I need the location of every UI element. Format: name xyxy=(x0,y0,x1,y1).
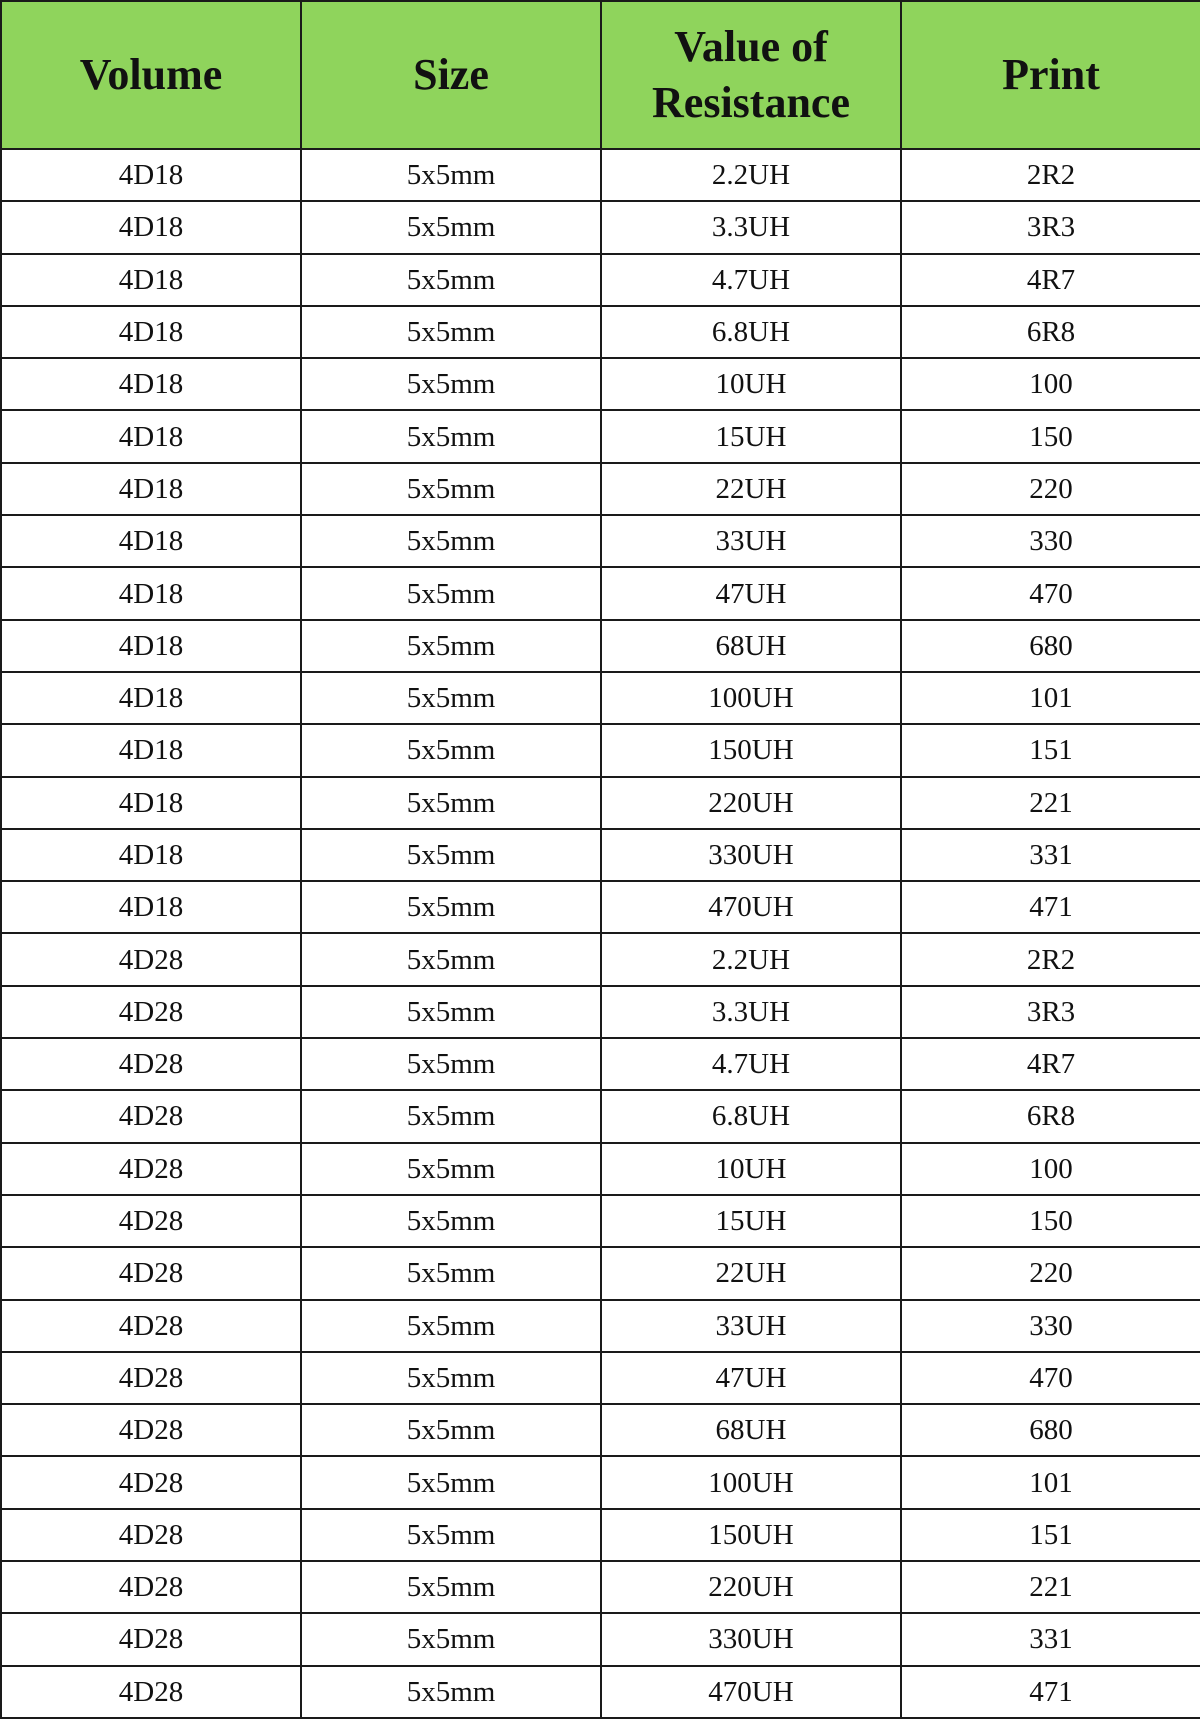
cell-print: 220 xyxy=(901,1247,1200,1299)
cell-size: 5x5mm xyxy=(301,1143,601,1195)
cell-size: 5x5mm xyxy=(301,515,601,567)
cell-volume: 4D18 xyxy=(1,410,301,462)
table-row xyxy=(1,881,1200,933)
table-row xyxy=(1,1038,1200,1090)
table-row xyxy=(1,358,1200,410)
cell-print: 331 xyxy=(901,829,1200,881)
cell-size: 5x5mm xyxy=(301,829,601,881)
cell-value: 22UH xyxy=(601,463,901,515)
table-row xyxy=(1,1195,1200,1247)
cell-size: 5x5mm xyxy=(301,567,601,619)
cell-print: 151 xyxy=(901,1509,1200,1561)
table-row xyxy=(1,254,1200,306)
table-row xyxy=(1,620,1200,672)
header-value-line-1: Value of xyxy=(674,22,828,71)
cell-value: 68UH xyxy=(601,620,901,672)
cell-volume: 4D28 xyxy=(1,1561,301,1613)
cell-value: 22UH xyxy=(601,1247,901,1299)
cell-size: 5x5mm xyxy=(301,201,601,253)
cell-size: 5x5mm xyxy=(301,1195,601,1247)
table-row xyxy=(1,1456,1200,1508)
table-header xyxy=(1,1,1200,149)
cell-print: 6R8 xyxy=(901,1090,1200,1142)
cell-volume: 4D18 xyxy=(1,149,301,201)
cell-volume: 4D18 xyxy=(1,829,301,881)
cell-volume: 4D28 xyxy=(1,1300,301,1352)
cell-print: 4R7 xyxy=(901,254,1200,306)
cell-value: 220UH xyxy=(601,777,901,829)
cell-volume: 4D28 xyxy=(1,1195,301,1247)
cell-value: 2.2UH xyxy=(601,933,901,985)
cell-print: 100 xyxy=(901,358,1200,410)
cell-size: 5x5mm xyxy=(301,1300,601,1352)
cell-size: 5x5mm xyxy=(301,306,601,358)
cell-print: 3R3 xyxy=(901,986,1200,1038)
cell-value: 330UH xyxy=(601,829,901,881)
cell-volume: 4D18 xyxy=(1,777,301,829)
cell-size: 5x5mm xyxy=(301,254,601,306)
cell-value: 150UH xyxy=(601,724,901,776)
header-value-line-2: Resistance xyxy=(652,78,850,127)
cell-value: 3.3UH xyxy=(601,986,901,1038)
table-row xyxy=(1,1090,1200,1142)
cell-print: 471 xyxy=(901,1666,1200,1718)
cell-volume: 4D28 xyxy=(1,933,301,985)
cell-value: 68UH xyxy=(601,1404,901,1456)
table-row xyxy=(1,986,1200,1038)
cell-value: 15UH xyxy=(601,1195,901,1247)
cell-print: 470 xyxy=(901,1352,1200,1404)
cell-size: 5x5mm xyxy=(301,986,601,1038)
table-row xyxy=(1,1666,1200,1718)
header-volume: Volume xyxy=(1,1,301,149)
table-row xyxy=(1,933,1200,985)
cell-print: 151 xyxy=(901,724,1200,776)
cell-volume: 4D28 xyxy=(1,1404,301,1456)
table-row xyxy=(1,829,1200,881)
cell-size: 5x5mm xyxy=(301,724,601,776)
cell-size: 5x5mm xyxy=(301,672,601,724)
cell-print: 331 xyxy=(901,1613,1200,1665)
table-row xyxy=(1,463,1200,515)
cell-print: 150 xyxy=(901,410,1200,462)
cell-size: 5x5mm xyxy=(301,410,601,462)
cell-value: 470UH xyxy=(601,881,901,933)
cell-volume: 4D18 xyxy=(1,515,301,567)
table-row xyxy=(1,410,1200,462)
cell-value: 47UH xyxy=(601,1352,901,1404)
cell-value: 330UH xyxy=(601,1613,901,1665)
cell-print: 330 xyxy=(901,515,1200,567)
cell-size: 5x5mm xyxy=(301,1404,601,1456)
cell-print: 150 xyxy=(901,1195,1200,1247)
header-value-of-resistance xyxy=(601,1,901,149)
cell-volume: 4D18 xyxy=(1,567,301,619)
cell-size: 5x5mm xyxy=(301,463,601,515)
cell-value: 6.8UH xyxy=(601,306,901,358)
cell-size: 5x5mm xyxy=(301,358,601,410)
cell-print: 3R3 xyxy=(901,201,1200,253)
cell-volume: 4D18 xyxy=(1,881,301,933)
cell-print: 330 xyxy=(901,1300,1200,1352)
cell-print: 221 xyxy=(901,1561,1200,1613)
cell-value: 33UH xyxy=(601,515,901,567)
cell-volume: 4D28 xyxy=(1,1247,301,1299)
cell-value: 33UH xyxy=(601,1300,901,1352)
cell-print: 101 xyxy=(901,1456,1200,1508)
cell-size: 5x5mm xyxy=(301,1352,601,1404)
table-row xyxy=(1,724,1200,776)
table-body xyxy=(1,149,1200,1718)
cell-volume: 4D18 xyxy=(1,254,301,306)
cell-print: 100 xyxy=(901,1143,1200,1195)
cell-volume: 4D28 xyxy=(1,1666,301,1718)
table-row xyxy=(1,201,1200,253)
cell-print: 2R2 xyxy=(901,149,1200,201)
cell-volume: 4D28 xyxy=(1,1143,301,1195)
cell-volume: 4D18 xyxy=(1,201,301,253)
cell-value: 47UH xyxy=(601,567,901,619)
cell-print: 680 xyxy=(901,1404,1200,1456)
cell-value: 100UH xyxy=(601,672,901,724)
cell-volume: 4D28 xyxy=(1,1038,301,1090)
cell-size: 5x5mm xyxy=(301,1456,601,1508)
cell-volume: 4D18 xyxy=(1,672,301,724)
cell-value: 150UH xyxy=(601,1509,901,1561)
cell-value: 10UH xyxy=(601,1143,901,1195)
table-row xyxy=(1,1300,1200,1352)
cell-value: 4.7UH xyxy=(601,1038,901,1090)
table-row xyxy=(1,149,1200,201)
cell-size: 5x5mm xyxy=(301,1090,601,1142)
cell-size: 5x5mm xyxy=(301,1613,601,1665)
table-row xyxy=(1,1509,1200,1561)
cell-print: 220 xyxy=(901,463,1200,515)
table-row xyxy=(1,306,1200,358)
cell-print: 4R7 xyxy=(901,1038,1200,1090)
cell-print: 2R2 xyxy=(901,933,1200,985)
cell-size: 5x5mm xyxy=(301,1666,601,1718)
cell-volume: 4D28 xyxy=(1,1509,301,1561)
cell-volume: 4D18 xyxy=(1,463,301,515)
cell-print: 680 xyxy=(901,620,1200,672)
cell-volume: 4D28 xyxy=(1,986,301,1038)
table-row xyxy=(1,672,1200,724)
cell-print: 221 xyxy=(901,777,1200,829)
cell-value: 220UH xyxy=(601,1561,901,1613)
cell-size: 5x5mm xyxy=(301,881,601,933)
cell-size: 5x5mm xyxy=(301,777,601,829)
cell-value: 470UH xyxy=(601,1666,901,1718)
table-row xyxy=(1,1404,1200,1456)
cell-size: 5x5mm xyxy=(301,1509,601,1561)
cell-value: 10UH xyxy=(601,358,901,410)
cell-value: 3.3UH xyxy=(601,201,901,253)
table-row xyxy=(1,1352,1200,1404)
cell-size: 5x5mm xyxy=(301,933,601,985)
cell-print: 471 xyxy=(901,881,1200,933)
cell-volume: 4D18 xyxy=(1,724,301,776)
cell-size: 5x5mm xyxy=(301,1561,601,1613)
cell-print: 101 xyxy=(901,672,1200,724)
table-row xyxy=(1,1247,1200,1299)
cell-value: 2.2UH xyxy=(601,149,901,201)
table-row xyxy=(1,567,1200,619)
cell-volume: 4D18 xyxy=(1,306,301,358)
cell-volume: 4D28 xyxy=(1,1613,301,1665)
cell-print: 470 xyxy=(901,567,1200,619)
cell-volume: 4D18 xyxy=(1,358,301,410)
table-row xyxy=(1,515,1200,567)
cell-value: 100UH xyxy=(601,1456,901,1508)
cell-volume: 4D28 xyxy=(1,1090,301,1142)
cell-print: 6R8 xyxy=(901,306,1200,358)
table-row xyxy=(1,1143,1200,1195)
cell-volume: 4D28 xyxy=(1,1456,301,1508)
header-print: Print xyxy=(901,1,1200,149)
cell-value: 6.8UH xyxy=(601,1090,901,1142)
cell-value: 15UH xyxy=(601,410,901,462)
header-size: Size xyxy=(301,1,601,149)
cell-size: 5x5mm xyxy=(301,1038,601,1090)
header-row xyxy=(1,1,1200,149)
cell-size: 5x5mm xyxy=(301,149,601,201)
table-row xyxy=(1,1561,1200,1613)
table-row xyxy=(1,777,1200,829)
cell-size: 5x5mm xyxy=(301,1247,601,1299)
cell-value: 4.7UH xyxy=(601,254,901,306)
cell-volume: 4D28 xyxy=(1,1352,301,1404)
cell-size: 5x5mm xyxy=(301,620,601,672)
cell-volume: 4D18 xyxy=(1,620,301,672)
table-row xyxy=(1,1613,1200,1665)
